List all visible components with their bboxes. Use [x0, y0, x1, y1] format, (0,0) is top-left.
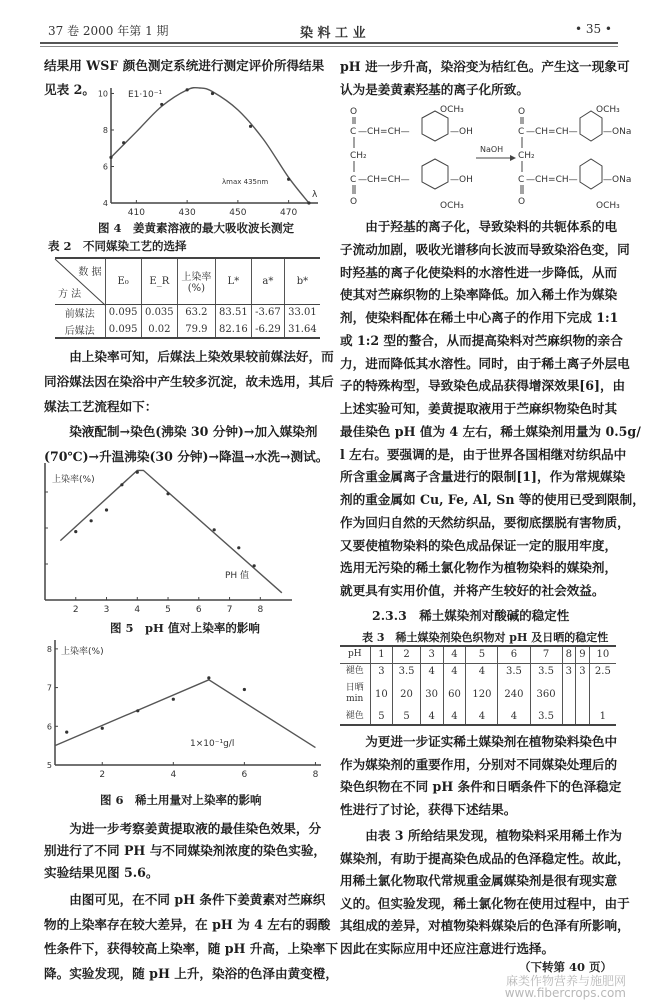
- cell: -3.67: [251, 304, 284, 321]
- row-label: 褪色: [345, 666, 364, 677]
- table-3-title: 表 3 稀土媒染剂染色织物对 pH 及日晒的稳定性: [362, 631, 609, 644]
- cell: 9: [576, 646, 590, 663]
- x-tick-label: 2: [99, 770, 106, 780]
- cell: 2.5: [589, 663, 616, 680]
- figure-4-caption: 图 4 姜黄素溶液的最大吸收波长测定: [98, 221, 295, 235]
- reaction-arrow: [476, 145, 516, 161]
- x-tick-label: 6: [241, 770, 248, 780]
- cell: 5: [370, 708, 393, 725]
- watermark-url: www.fibercrops.com: [504, 986, 626, 1000]
- series-line: [55, 680, 315, 748]
- cell: 240: [498, 680, 530, 708]
- cell: 4: [498, 708, 530, 725]
- data-point: [186, 88, 189, 91]
- cell: [576, 708, 590, 725]
- y-axis-label: 上染率(%): [52, 475, 95, 485]
- x-axis-label: PH 值: [225, 571, 250, 581]
- text-line: 其组成的差异，对植物染料媒染后的色泽有所影响，: [340, 918, 630, 933]
- data-point: [213, 528, 216, 531]
- cell: 63.2: [177, 304, 215, 321]
- text-line: 性进行了讨论，获得下述结果。: [340, 801, 517, 817]
- text-line: 由表 3 所给结果发现，植物染料采用稀土作为: [365, 828, 623, 843]
- col-header: b*: [284, 258, 320, 304]
- text-line: 剂的重金属如 Cu, Fe, Al, Sn 等的使用已受到限制，: [340, 492, 645, 507]
- data-point: [207, 676, 210, 679]
- text-line: 又要使植物染料的染色成品保证一定的服用牢度，: [340, 537, 618, 553]
- cell: 0.02: [141, 321, 177, 338]
- svg-text:OCH₃: OCH₃: [596, 105, 620, 115]
- svg-text:C: C: [518, 127, 525, 137]
- cell: 4: [420, 708, 443, 725]
- cell: 0.035: [141, 304, 177, 321]
- data-point: [249, 125, 252, 128]
- x-tick-label: 6: [195, 605, 202, 615]
- table-row: [340, 663, 616, 680]
- table-row: [55, 304, 320, 321]
- text-line: (70℃)→升温沸染(30 分钟)→降温→水洗→测试。: [44, 449, 329, 464]
- cell: 360: [530, 680, 562, 708]
- svg-text:CH₂: CH₂: [518, 151, 535, 161]
- table-row: [55, 321, 320, 338]
- x-tick-label: 8: [257, 605, 264, 615]
- figure-4-chart: [96, 85, 320, 220]
- text-line: 实验结果见图 5.6。: [44, 865, 159, 880]
- svg-text:—CH=CH—: —CH=CH—: [526, 127, 578, 137]
- cell: 30: [420, 680, 443, 708]
- left-paragraph-3: [44, 818, 327, 884]
- left-paragraph-2: [44, 344, 334, 419]
- text-line: 所含重金属离子含量进行的限制[1]，作为常规媒染: [340, 469, 626, 485]
- watermark-site-name: 麻类作物营养与施肥网: [505, 974, 626, 988]
- cell: 20: [393, 680, 420, 708]
- svg-text:OCH₃: OCH₃: [440, 105, 464, 115]
- cell: 120: [466, 680, 498, 708]
- cell: 60: [443, 680, 466, 708]
- x-tick-label: 3: [103, 605, 110, 615]
- cell: 4: [443, 646, 466, 663]
- row-label: 褪色: [345, 710, 364, 721]
- x-tick-label: 450: [229, 208, 247, 218]
- data-point: [109, 156, 112, 159]
- text-line: 由于羟基的离子化，导致染料的共轭体系的电: [365, 219, 618, 234]
- cell: 82.16: [215, 321, 251, 338]
- header-rule: [40, 42, 618, 44]
- table-3: [340, 645, 616, 726]
- table-row: [340, 646, 616, 663]
- data-point: [120, 483, 123, 486]
- text-line: 时羟基的离子化使染料的水溶性进一步降低，从而: [340, 264, 618, 280]
- y-tick-label: 6: [46, 722, 52, 732]
- cell: 3.5: [393, 663, 420, 680]
- y-tick-label: 8: [46, 644, 52, 654]
- data-point: [172, 698, 175, 701]
- cell: 79.9: [177, 321, 215, 338]
- cell: [562, 708, 576, 725]
- figure-5-caption: 图 5 pH 值对上染率的影响: [110, 621, 260, 635]
- svg-text:NaOH: NaOH: [480, 145, 504, 154]
- data-point: [105, 508, 108, 511]
- cell: 1: [370, 646, 393, 663]
- reactant-structure: [350, 105, 473, 211]
- cell: 0.095: [105, 304, 141, 321]
- issue-info: 37 卷 2000 年第 1 期: [48, 24, 169, 38]
- cell: 5: [393, 708, 420, 725]
- y-tick-label: 10: [97, 89, 108, 99]
- text-line: 用稀土氯化物取代常规重金属媒染剂是很有现实意: [340, 873, 618, 888]
- cell: 3: [576, 663, 590, 680]
- right-paragraph-4: [340, 825, 630, 960]
- corner-header-method: 方 法: [58, 288, 82, 300]
- x-tick-label: 2: [72, 605, 79, 615]
- y-axis-label: E1·10⁻¹: [128, 90, 163, 100]
- text-line: 物的上染率存在较大差异，在 pH 为 4 左右的弱酸: [44, 916, 331, 932]
- table-row: [340, 708, 616, 725]
- svg-text:C: C: [350, 175, 357, 185]
- svg-text:CH₂: CH₂: [350, 151, 367, 161]
- x-tick-label: 410: [127, 208, 145, 218]
- text-line: 见表 2。: [44, 82, 95, 97]
- cell: 33.01: [284, 304, 320, 321]
- cell: 2: [393, 646, 420, 663]
- data-point: [101, 727, 104, 730]
- data-point: [237, 546, 240, 549]
- svg-text:—OH: —OH: [450, 127, 473, 137]
- data-point: [136, 471, 139, 474]
- text-line: 就更具有实用价值，并将产生较好的社会效益。: [340, 583, 605, 598]
- text-line: 性条件下，获得较高上染率，随 pH 升高，上染率下: [44, 941, 338, 956]
- x-tick-label: 4: [134, 605, 141, 615]
- text-line: 选用无污染的稀土氯化物作为植物染料的媒染剂，: [340, 560, 618, 576]
- data-point: [90, 519, 93, 522]
- text-line: 因此在实际应用中还应注意进行选择。: [340, 940, 555, 956]
- cell: 3: [370, 663, 393, 680]
- cell: [589, 680, 616, 708]
- data-point: [166, 492, 169, 495]
- data-point: [74, 530, 77, 533]
- col-header: L*: [215, 258, 251, 304]
- data-point: [211, 92, 214, 95]
- cell: 0.095: [105, 321, 141, 338]
- cell: 1: [589, 708, 616, 725]
- cell: 4: [420, 663, 443, 680]
- svg-text:OCH₃: OCH₃: [596, 201, 620, 211]
- series-line: [111, 88, 309, 203]
- table-2-title: 表 2 不同媒染工艺的选择: [48, 239, 187, 253]
- text-line: 同浴媒法因在染浴中产生较多沉淀，故未选用，其后: [44, 374, 334, 389]
- cell: 3: [562, 663, 576, 680]
- cell: 83.51: [215, 304, 251, 321]
- svg-text:—CH=CH—: —CH=CH—: [358, 175, 410, 185]
- figure-6-caption: 图 6 稀土用量对上染率的影响: [100, 793, 262, 807]
- cell: 10: [370, 680, 393, 708]
- col-header: E_R: [141, 258, 177, 304]
- y-tick-label: 5: [46, 761, 52, 770]
- x-tick-label: 8: [312, 770, 319, 780]
- data-point: [136, 709, 139, 712]
- text-line: 染液配制→染色(沸染 30 分钟)→加入媒染剂: [69, 424, 318, 439]
- data-point: [122, 141, 125, 144]
- x-tick-label: 470: [280, 208, 298, 218]
- text-line: 为更进一步证实稀土媒染剂在植物染料染色中: [365, 734, 618, 749]
- svg-text:O: O: [518, 107, 526, 117]
- cell: 4: [466, 663, 498, 680]
- cell: 3.5: [498, 663, 530, 680]
- right-paragraph-2: [340, 216, 645, 603]
- svg-text:—OH: —OH: [450, 175, 473, 185]
- text-line: 使其对苎麻织物的上染率降低。加入稀土作为媒染: [340, 287, 618, 303]
- text-line: 降。实验发现，随 pH 上升，染浴的色泽由黄变橙，: [44, 965, 338, 981]
- y-axis-label: 上染率(%): [61, 647, 104, 657]
- x-tick-label: 4: [170, 770, 177, 780]
- data-point: [65, 730, 68, 733]
- x-tick-label: 430: [178, 208, 196, 218]
- figure-6-chart: [45, 638, 330, 788]
- text-line: 最佳染色 pH 值为 4 左右，稀土媒染剂用量为 0.5g/: [340, 423, 641, 439]
- svg-text:—CH=CH—: —CH=CH—: [358, 127, 410, 137]
- product-structure: [518, 105, 631, 211]
- journal-name: 染 料 工 业: [300, 26, 366, 41]
- row-label: 日晒 min: [345, 683, 364, 704]
- chart-annotation: λmax 435nm: [222, 178, 269, 186]
- svg-text:O: O: [350, 197, 358, 207]
- cell: 8: [562, 646, 576, 663]
- data-point: [160, 103, 163, 106]
- cell: -6.29: [251, 321, 284, 338]
- svg-text:—ONa: —ONa: [603, 175, 632, 185]
- cell: 6: [498, 646, 530, 663]
- svg-text:C: C: [518, 175, 525, 185]
- data-point: [253, 564, 256, 567]
- cell: 4: [466, 708, 498, 725]
- svg-text:O: O: [350, 107, 358, 117]
- cell: 10: [589, 646, 616, 663]
- text-line: 子的特殊构型，导致染色成品获得增深效果[6]，由: [340, 378, 626, 394]
- cell: 3.5: [530, 663, 562, 680]
- text-line: 子流动加剧，吸收光谱移向长波而导致染浴色变，同: [340, 241, 630, 257]
- text-line: 或 1:2 型的螯合，从而提高染料对苎麻织物的亲合: [340, 332, 623, 348]
- continued-note: （下转第 40 页）: [518, 960, 612, 974]
- figure-5-chart: [40, 460, 302, 620]
- svg-text:—ONa: —ONa: [603, 127, 632, 137]
- row-label: pH: [340, 646, 370, 663]
- cell: 31.64: [284, 321, 320, 338]
- x-axis-label: λ: [312, 190, 318, 200]
- text-line: 剂，使染料配体在稀土中心离子的作用下完成 1:1: [340, 310, 619, 325]
- x-axis-label: 1×10⁻¹g/l: [190, 739, 235, 749]
- svg-text:—CH=CH—: —CH=CH—: [526, 175, 578, 185]
- cell: 3.5: [530, 708, 562, 725]
- table-2-corner: [55, 258, 105, 304]
- right-paragraph-1: [340, 55, 630, 101]
- reaction-scheme: [340, 100, 632, 215]
- cell: 4: [443, 663, 466, 680]
- svg-text:OCH₃: OCH₃: [440, 201, 464, 211]
- col-header: 上染率 (%): [177, 258, 215, 304]
- cell: [576, 680, 590, 708]
- data-point: [243, 688, 246, 691]
- cell: 7: [530, 646, 562, 663]
- row-label: 前媒法: [64, 309, 95, 321]
- text-line: 认为是姜黄素羟基的离子化所致。: [340, 82, 529, 97]
- text-line: 媒法工艺流程如下：: [44, 399, 158, 414]
- corner-header-data: 数 据: [78, 267, 102, 278]
- text-line: 由上染率可知，后媒法上染效果较前媒法好，而: [69, 349, 334, 364]
- text-line: 力，进而降低其水溶性。同时，由于稀土离子外层电: [340, 355, 630, 371]
- svg-text:O: O: [518, 197, 526, 207]
- table-2: [55, 257, 320, 339]
- text-line: 为进一步考察姜黄提取液的最佳染色效果，分: [69, 821, 322, 836]
- y-tick-label: 4: [102, 199, 108, 208]
- text-line: 作为回归自然的天然纺织品，要彻底摆脱有害物质，: [340, 514, 630, 530]
- section-heading: 2.3.3 稀土媒染剂对酸碱的稳定性: [372, 608, 570, 623]
- x-tick-label: 5: [165, 605, 171, 615]
- svg-text:C: C: [350, 127, 357, 137]
- y-tick-label: 7: [46, 683, 52, 693]
- col-header: E₀: [105, 258, 141, 304]
- y-tick-label: 6: [102, 162, 108, 172]
- table-row: [340, 680, 616, 708]
- text-line: 结果用 WSF 颜色测定系统进行测定评价所得结果: [44, 58, 325, 73]
- row-label: 后媒法: [64, 325, 95, 337]
- cell: [562, 680, 576, 708]
- text-line: pH 进一步升高，染浴变为桔红色。产生这一现象可: [340, 59, 630, 74]
- left-paragraph-4: [44, 888, 338, 986]
- cell: 5: [466, 646, 498, 663]
- data-point: [307, 201, 310, 204]
- text-line: 染色织物在不同 pH 条件和日晒条件下的色泽稳定: [340, 779, 622, 794]
- text-line: 由图可见，在不同 pH 条件下姜黄素对苎麻织: [69, 892, 326, 907]
- col-header: a*: [251, 258, 284, 304]
- text-line: 媒染剂，有助于提高染色成品的色泽稳定性。故此，: [340, 850, 630, 866]
- data-point: [287, 178, 290, 181]
- page-number: • 35 •: [574, 22, 612, 36]
- header-rule-thin: [40, 46, 618, 47]
- text-line: 上述实验可知，姜黄提取液用于苎麻织物染色时其: [340, 401, 618, 416]
- cell: 3: [420, 646, 443, 663]
- text-line: 义的。但实验发现，稀土氯化物在使用过程中，由于: [340, 895, 630, 911]
- text-line: 作为媒染剂的重要作用，分别对不同媒染处理后的: [340, 756, 618, 772]
- y-tick-label: 8: [102, 125, 108, 135]
- x-tick-label: 7: [226, 605, 233, 615]
- text-line: l 左右。要强调的是，由于世界各国相继对纺织品中: [340, 446, 627, 462]
- right-paragraph-3: [340, 731, 622, 821]
- cell: 4: [443, 708, 466, 725]
- text-line: 别进行了不同 PH 与不同媒染剂浓度的染色实验，: [44, 843, 327, 858]
